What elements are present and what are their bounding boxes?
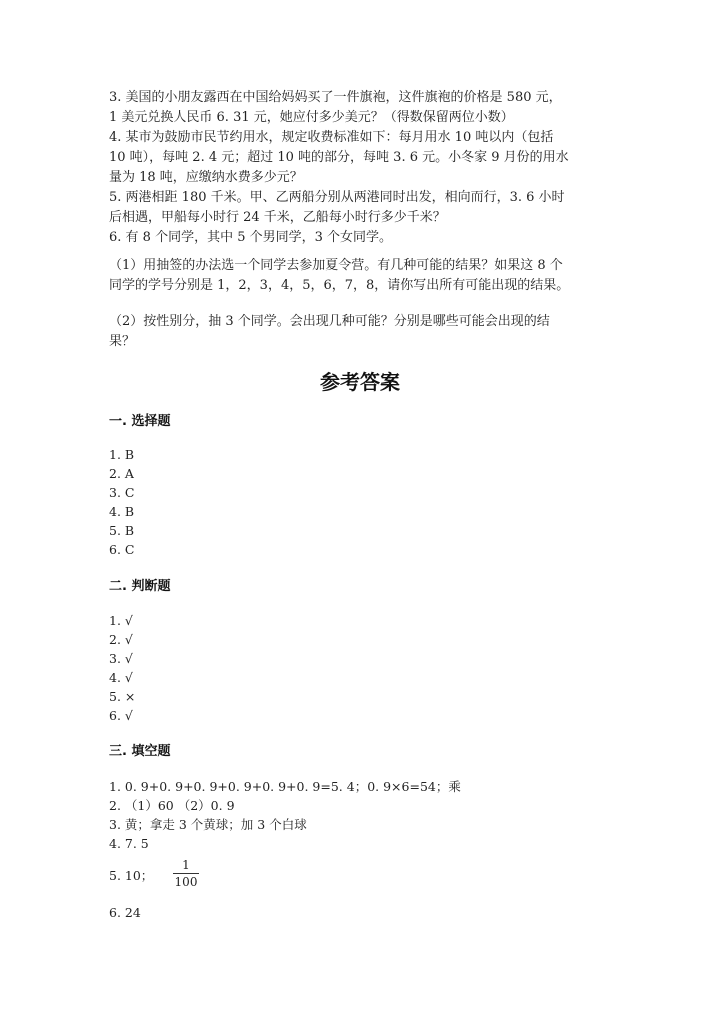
problem-6-q2-line-2: 果？: [109, 334, 136, 349]
section-choice-heading: 一. 选择题: [109, 414, 171, 429]
judge-answer-5: 5. ×: [109, 689, 136, 704]
fill-answer-3: 3. 黄；拿走 3 个黄球；加 3 个白球: [109, 817, 307, 832]
problem-6-q1-line-2: 同学的学号分别是 1，2，3，4，5，6，7，8，请你写出所有可能出现的结果。: [109, 278, 570, 293]
section-fill-heading: 三. 填空题: [109, 744, 171, 759]
fill-answer-5: 5. 10；: [109, 868, 154, 883]
judge-answer-1: 1. √: [109, 613, 133, 628]
fill-answer-2: 2. （1）60 （2）0. 9: [109, 798, 235, 813]
problem-5-line-1: 5. 两港相距 180 千米。甲、乙两船分别从两港同时出发，相向而行，3. 6 小时: [109, 190, 565, 205]
choice-answer-5: 5. B: [109, 523, 135, 538]
fill-answer-4: 4. 7. 5: [109, 836, 149, 851]
choice-answer-2: 2. A: [109, 466, 134, 481]
problem-6-q1-line-1: （1）用抽签的办法选一个同学去参加夏令营。有几种可能的结果？如果这 8 个: [109, 258, 563, 273]
problem-5-line-2: 后相遇，甲船每小时行 24 千米，乙船每小时行多少千米？: [109, 210, 446, 225]
answer-title: 参考答案: [320, 370, 400, 394]
choice-answer-6: 6. C: [109, 542, 135, 557]
judge-answer-2: 2. √: [109, 632, 133, 647]
choice-answer-4: 4. B: [109, 504, 135, 519]
judge-answer-4: 4. √: [109, 670, 133, 685]
judge-answer-3: 3. √: [109, 651, 133, 666]
fraction-denominator: 100: [174, 875, 198, 889]
problem-6-line: 6. 有 8 个同学，其中 5 个男同学，3 个女同学。: [109, 230, 393, 245]
choice-answer-1: 1. B: [109, 447, 135, 462]
problem-4-line-3: 量为 18 吨，应缴纳水费多少元？: [109, 170, 303, 185]
problem-3-line-2: 1 美元兑换人民币 6. 31 元，她应付多少美元？（得数保留两位小数）: [109, 110, 514, 125]
problem-3-line-1: 3. 美国的小朋友露西在中国给妈妈买了一件旗袍，这件旗袍的价格是 580 元，: [109, 90, 562, 105]
problem-4-line-2: 10 吨），每吨 2. 4 元；超过 10 吨的部分，每吨 3. 6 元。小冬家 9 月份的用水: [109, 150, 569, 165]
problem-6-q2-line-1: （2）按性别分，抽 3 个同学。会出现几种可能？分别是哪些可能会出现的结: [109, 314, 550, 329]
fill-answer-1: 1. 0. 9+0. 9+0. 9+0. 9+0. 9+0. 9=5. 4；0. 9×6=54；乘: [109, 779, 461, 794]
fraction-bar: [173, 873, 199, 874]
fraction-numerator: 1: [182, 858, 190, 872]
problem-4-line-1: 4. 某市为鼓励市民节约用水，规定收费标准如下：每月用水 10 吨以内（包括: [109, 130, 554, 145]
judge-answer-6: 6. √: [109, 708, 133, 723]
choice-answer-3: 3. C: [109, 485, 135, 500]
fraction-one-hundredth: [173, 858, 199, 889]
section-judge-heading: 二. 判断题: [109, 579, 171, 594]
fill-answer-6: 6. 24: [109, 905, 141, 920]
